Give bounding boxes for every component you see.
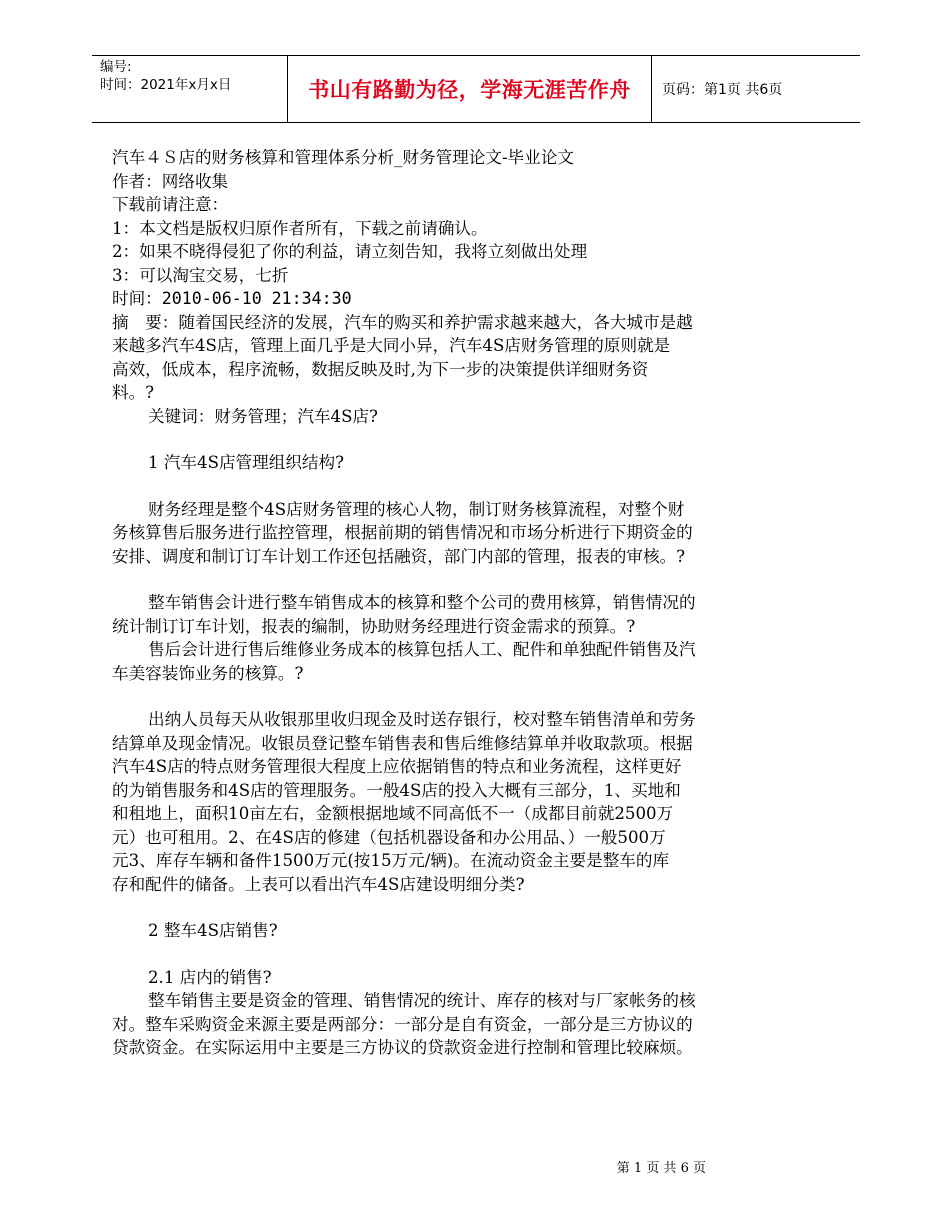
footer-page-number: 第 1 页 共 6 页 <box>616 1161 706 1176</box>
paragraph-line: 元）也可租用。2、在4S店的修建（包括机器设备和办公用品、）一般500万 <box>112 827 666 847</box>
doc-time: 时间：2010-06-10 21:34:30 <box>112 289 352 308</box>
paragraph-line: 和租地上，面积10亩左右，金额根据地域不同高低不一（成都目前就2500万 <box>112 804 674 823</box>
page-header <box>92 55 860 123</box>
doc-author: 作者：网络收集 <box>112 171 229 191</box>
paragraph-line: 整车销售会计进行整车销售成本的核算和整个公司的费用核算，销售情况的 <box>148 593 696 612</box>
abstract-line: 料。? <box>112 383 155 402</box>
paragraph-line: 财务经理是整个4S店财务管理的核心人物，制订财务核算流程，对整个财 <box>148 499 685 519</box>
abstract-line: 高效，低成本，程序流畅，数据反映及时,为下一步的决策提供详细财务资 <box>112 359 649 379</box>
paragraph-line: 统计制订订车计划，报表的编制，协助财务经理进行资金需求的预算。? <box>112 616 636 636</box>
paragraph-line: 安排、调度和制订订车计划工作还包括融资，部门内部的管理，报表的审核。? <box>112 546 686 566</box>
paragraph-line: 结算单及现金情况。收银员登记整车销售表和售后维修结算单并收取款项。根据 <box>112 733 693 753</box>
notice-item-1: 1：本文档是版权归原作者所有，下载之前请确认。 <box>112 218 488 238</box>
paragraph-line: 务核算售后服务进行监控管理，根据前期的销售情况和市场分析进行下期资金的 <box>112 523 693 542</box>
paragraph-line: 贷款资金。在实际运用中主要是三方协议的贷款资金进行控制和管理比较麻烦。 <box>112 1038 693 1057</box>
paragraph-line: 存和配件的储备。上表可以看出汽车4S店建设明细分类? <box>112 874 525 894</box>
paragraph-line: 出纳人员每天从收银那里收归现金及时送存银行，校对整车销售清单和劳务 <box>148 710 696 729</box>
notice-heading: 下载前请注意： <box>112 195 229 214</box>
notice-item-3: 3：可以淘宝交易，七折 <box>112 265 289 285</box>
section-heading-2-1: 2.1 店内的销售? <box>148 967 272 987</box>
notice-item-2: 2：如果不晓得侵犯了你的利益，请立刻告知，我将立刻做出处理 <box>112 242 588 261</box>
paragraph-line: 汽车4S店的特点财务管理很大程度上应依据销售的特点和业务流程，这样更好 <box>112 757 682 776</box>
abstract-line: 摘 要：随着国民经济的发展，汽车的购买和养护需求越来越大，各大城市是越 <box>112 312 693 332</box>
document-body <box>112 146 772 1060</box>
paragraph-line: 的为销售服务和4S店的管理服务。一般4S店的投入大概有三部分，1、买地和 <box>112 780 681 800</box>
paragraph-line: 整车销售主要是资金的管理、销售情况的统计、库存的核对与厂家帐务的核 <box>148 991 696 1010</box>
keywords-line: 关键词：财务管理；汽车4S店? <box>148 406 378 426</box>
doc-title: 汽车４Ｓ店的财务核算和管理体系分析_财务管理论文-毕业论文 <box>112 148 574 167</box>
abstract-line: 来越多汽车4S店，管理上面几乎是大同小异，汽车4S店财务管理的原则就是 <box>112 336 671 355</box>
header-page-label: 页码：第1页 共6页 <box>662 82 783 98</box>
section-heading-1: 1 汽车4S店管理组织结构? <box>148 453 344 472</box>
header-motto: 书山有路勤为径，学海无涯苦作舟 <box>287 56 652 122</box>
doc-time-label: 时间：2021年x月x日 <box>100 77 232 93</box>
paragraph-line: 车美容装饰业务的核算。? <box>112 663 304 683</box>
header-left-cell <box>100 58 290 94</box>
section-heading-2: 2 整车4S店销售? <box>148 921 278 940</box>
paragraph-line: 对。整车采购资金来源主要是两部分：一部分是自有资金，一部分是三方协议的 <box>112 1014 693 1034</box>
paragraph-line: 售后会计进行售后维修业务成本的核算包括人工、配件和单独配件销售及汽 <box>148 640 696 659</box>
doc-number-label: 编号: <box>100 59 132 75</box>
paragraph-line: 元3、库存车辆和备件1500万元(按15万元/辆)。在流动资金主要是整车的库 <box>112 851 670 870</box>
